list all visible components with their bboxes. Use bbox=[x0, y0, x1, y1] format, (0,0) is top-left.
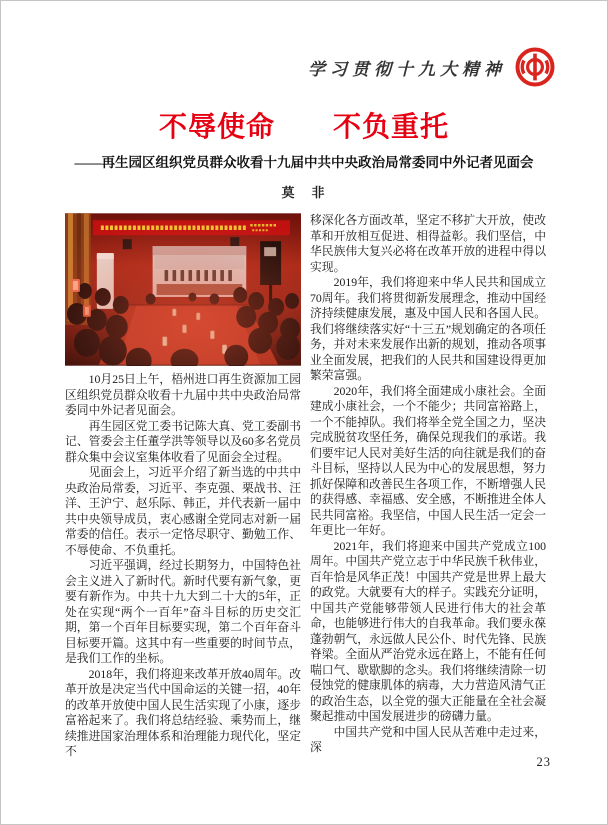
article-title: 不辱使命 不负重托 bbox=[158, 112, 449, 143]
paragraph: 10月25日上午，梧州进口再生资源加工园区组织党员群众收看十九届中共中央政治局常委同中外记者见面会。 bbox=[65, 372, 301, 417]
paragraph: 移深化各方面改革，坚定不移扩大开放，使改革和开放相互促进、相得益彰。我们坚信，中华民族伟大复兴必将在改革开放的进程中得以实现。 bbox=[310, 213, 546, 274]
paragraph: 中国共产党和中国人民从苦难中走过来，深 bbox=[310, 724, 546, 754]
article-author: 莫 非 bbox=[281, 185, 327, 200]
article-body bbox=[65, 213, 546, 760]
left-column bbox=[65, 213, 301, 760]
right-column bbox=[310, 213, 546, 760]
union-emblem-icon bbox=[515, 47, 555, 87]
paragraph: 见面会上，习近平介绍了新当选的中共中央政治局常委，习近平、李克强、栗战书、汪洋、王沪宁、赵乐际、韩正，并代表新一届中共中央领导成员，衷心感谢全党同志对新一届常委的信任。表示一定恪尽职守、勤勉工作、不辱使命、不负重托。 bbox=[65, 465, 301, 557]
page-number: 23 bbox=[536, 755, 551, 769]
paragraph: 2021年，我们将迎来中国共产党成立100周年。中国共产党立志于中华民族千秋伟业，百年恰是风华正茂！中国共产党是世界上最大的政党。大就要有大的样子。实践充分证明，中国共产党能够带领人民进行伟大的社会革命，也能够进行伟大的自我革命。我们要永葆蓬勃朝气，永远做人民公仆、时代先锋、民族脊梁。全面从严治党永远在路上，不能有任何喘口气、歇歇脚的念头。我们将继续清除一切侵蚀党的健康肌体的病毒，大力营造风清气正的政治生态，以全党的强大正能量在全社会凝聚起推动中国发展进步的磅礴力量。 bbox=[310, 538, 546, 723]
paragraph: 2018年，我们将迎来改革开放40周年。改革开放是决定当代中国命运的关键一招，40年的改革开放使中国人民生活实现了小康，逐步富裕起来了。我们将总结经验、乘势而上，继续推进国家治理体系和治理能力现代化，坚定不 bbox=[65, 666, 301, 758]
paragraph: 2019年，我们将迎来中华人民共和国成立70周年。我们将贯彻新发展理念，推动中国经济持续健康发展，惠及中国人民和各国人民。我们将继续落实好“十三五”规划确定的各项任务，并对未来发展作出新的规划，推动各项事业全面发展，把我们的人民共和国建设得更加繁荣富强。 bbox=[310, 275, 546, 382]
page-header bbox=[308, 47, 555, 87]
paragraph: 习近平强调，经过长期努力，中国特色社会主义进入了新时代。新时代要有新气象，更要有新作为。中共十九大到二十大的5年，正处在实现“两个一百年”奋斗目标的历史交汇期，第一个百年目标要实现，第二个百年奋斗目标要开篇。这其中有一些重要的时间节点，是我们工作的坐标。 bbox=[65, 558, 301, 665]
article-subtitle: ——再生园区组织党员群众收看十九届中共中央政治局常委同中外记者见面会 bbox=[74, 155, 534, 170]
paragraph: 再生园区党工委书记陈大真、党工委副书记、管委会主任董学洪等领导以及60多名党员群众集中会议室集体收看了见面会全过程。 bbox=[65, 418, 301, 464]
meeting-room-photo bbox=[65, 213, 301, 366]
paragraph: 2020年，我们将全面建成小康社会。全面建成小康社会，一个不能少；共同富裕路上，一个不能掉队。我们将举全党全国之力，坚决完成脱贫攻坚任务，确保兑现我们的承诺。我们要牢记人民对美好生活的向往就是我们的奋斗目标，坚持以人民为中心的发展思想，努力抓好保障和改善民生各项工作，不断增强人民的获得感、幸福感、安全感，不断推进全体人民共同富裕。我坚信，中国人民生活一定会一年更比一年好。 bbox=[310, 383, 546, 537]
column-slogan: 学习贯彻十九大精神 bbox=[308, 59, 506, 79]
